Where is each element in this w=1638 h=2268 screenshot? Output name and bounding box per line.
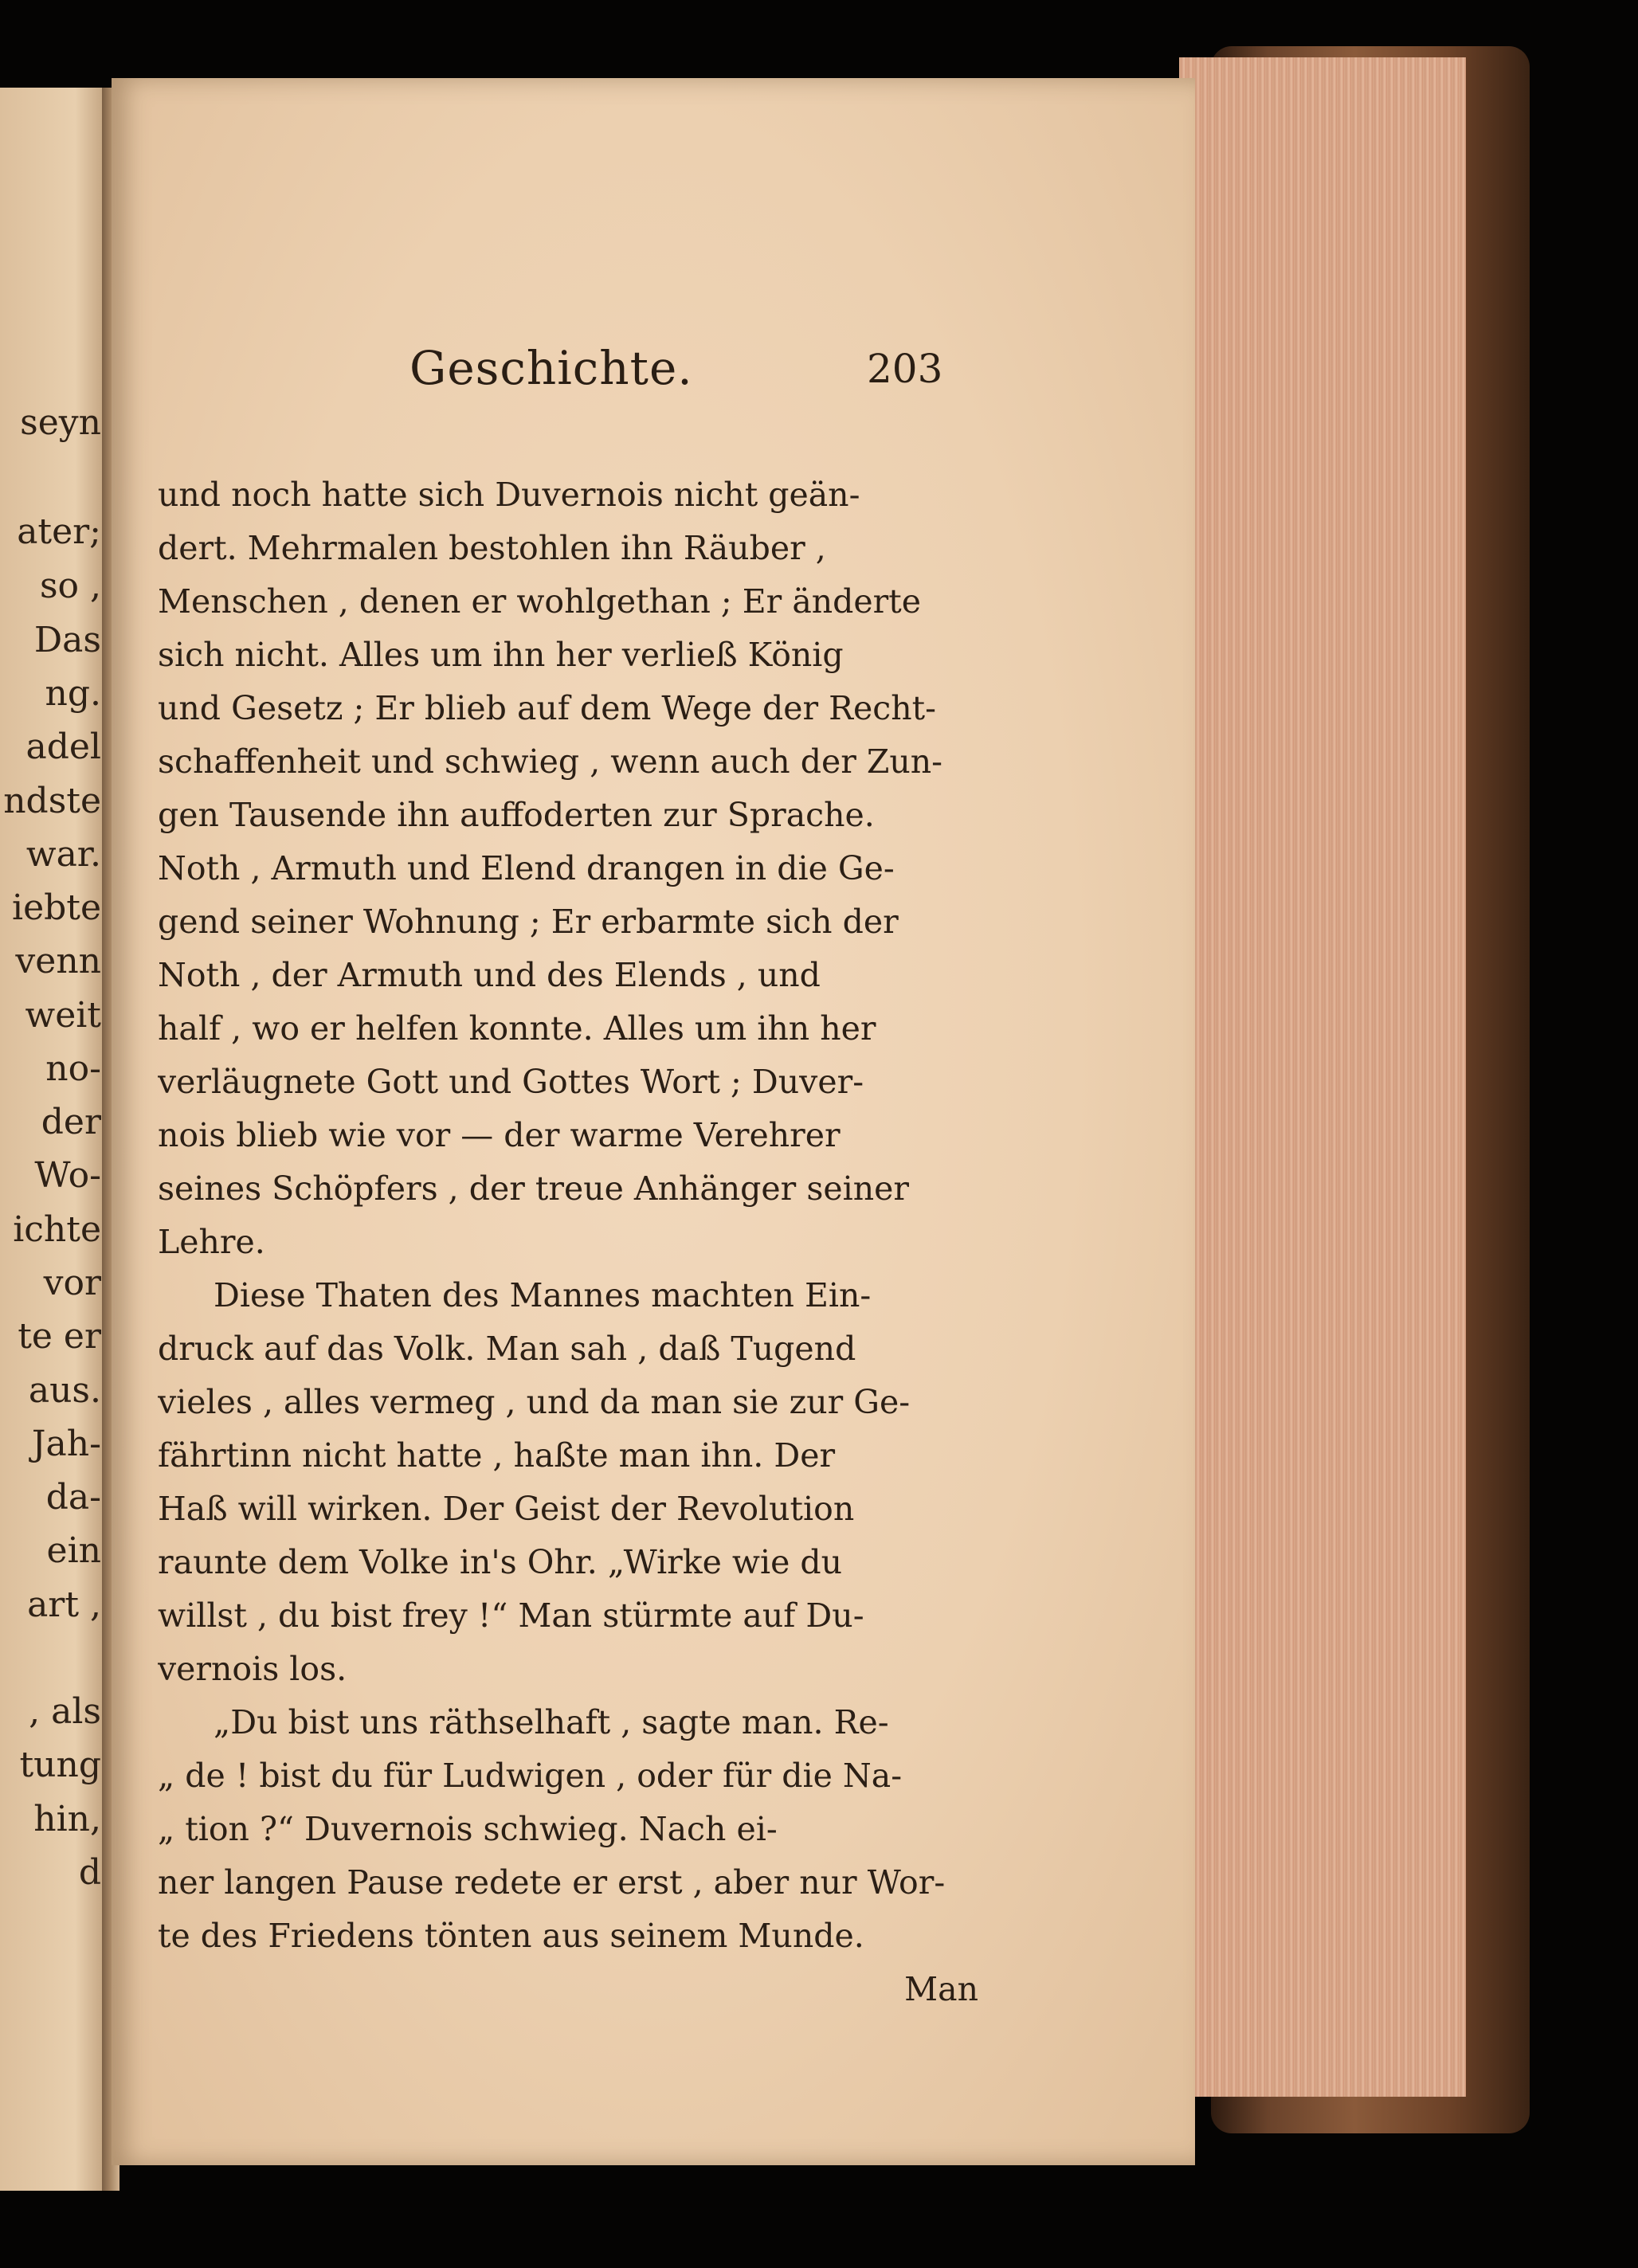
text-line: Noth , der Armuth und des Elends , und — [158, 956, 821, 994]
text-line: Noth , Armuth und Elend drangen in die Ge- — [158, 849, 895, 887]
text-line: vernois los. — [158, 1650, 347, 1688]
text-line: dert. Mehrmalen bestohlen ihn Räuber , — [158, 529, 826, 567]
text-line: te des Friedens tönten aus seinem Munde. — [158, 1917, 864, 1955]
text-line: und noch hatte sich Duvernois nicht geän- — [158, 476, 860, 514]
body-text — [158, 468, 986, 2016]
text-line: seines Schöpfers , der treue Anhänger seiner — [158, 1169, 909, 1208]
left-page-line: tung — [19, 1745, 101, 1785]
left-page-line: ng. — [45, 673, 101, 714]
page-number: 203 — [867, 346, 943, 392]
text-line: gend seiner Wohnung ; Er erbarmte sich der — [158, 903, 899, 941]
text-line: gen Tausende ihn auffoderten zur Sprache. — [158, 796, 875, 834]
left-page-line: venn — [15, 941, 101, 981]
left-page-line: ndste — [3, 781, 101, 821]
paragraph-start-line: Diese Thaten des Mannes machten Ein- — [214, 1276, 872, 1314]
left-page-line: seyn — [20, 402, 101, 443]
left-page-line: Das — [33, 620, 101, 660]
text-line: Menschen , denen er wohlgethan ; Er änderte — [158, 582, 922, 621]
text-line: half , wo er helfen konnte. Alles um ihn her — [158, 1009, 876, 1048]
text-line: Haß will wirken. Der Geist der Revolution — [158, 1490, 855, 1528]
text-line: schaffenheit und schwieg , wenn auch der Zun- — [158, 742, 943, 781]
text-line: „ de ! bist du für Ludwigen , oder für die Na- — [158, 1757, 903, 1795]
running-head: Geschichte. — [410, 341, 693, 395]
left-page-line: Jah- — [31, 1424, 101, 1464]
text-line: fährtinn nicht hatte , haßte man ihn. Der — [158, 1436, 836, 1475]
text-line: nois blieb wie vor — der warme Verehrer — [158, 1116, 841, 1154]
left-page-fragment — [0, 88, 108, 2191]
left-page-line: ichte — [13, 1209, 101, 1250]
left-page-line: aus. — [28, 1370, 101, 1411]
text-line: sich nicht. Alles um ihn her verließ König — [158, 636, 844, 674]
left-page-line: vor — [43, 1263, 101, 1303]
text-line: „ tion ?“ Duvernois schwieg. Nach ei- — [158, 1810, 778, 1848]
left-page-line: iebte — [12, 887, 101, 928]
left-page-line: der — [41, 1102, 101, 1142]
left-page-line: te er — [18, 1316, 101, 1357]
text-line: druck auf das Volk. Man sah , daß Tugend — [158, 1330, 856, 1368]
left-page-line: ater; — [17, 511, 101, 552]
text-line: verläugnete Gott und Gottes Wort ; Duver- — [158, 1063, 864, 1101]
left-page-line: war. — [25, 834, 101, 875]
left-page-line: so , — [39, 566, 101, 606]
left-page-line: art , — [27, 1584, 101, 1625]
left-page-line: hin, — [33, 1799, 101, 1839]
text-line: und Gesetz ; Er blieb auf dem Wege der Recht- — [158, 689, 936, 727]
left-page-line: ein — [46, 1530, 101, 1571]
left-page-line: d — [78, 1852, 101, 1893]
left-page-line: , als — [29, 1691, 101, 1732]
catchword: Man — [904, 1970, 978, 2008]
text-line: willst , du bist frey !“ Man stürmte auf Du- — [158, 1596, 864, 1635]
page-header — [112, 341, 1195, 405]
paragraph-start-line: „Du bist uns räthselhaft , sagte man. Re- — [214, 1703, 889, 1741]
left-page-line: Wo- — [34, 1155, 101, 1196]
text-line: Lehre. — [158, 1223, 265, 1261]
text-line: vieles , alles vermeg , und da man sie zur Ge- — [158, 1383, 911, 1421]
page-edges — [1179, 57, 1466, 2097]
left-page-line: weit — [25, 995, 101, 1036]
text-line: ner langen Pause redete er erst , aber nur Wor- — [158, 1863, 946, 1902]
page-203 — [112, 78, 1195, 2165]
left-page-line: adel — [25, 727, 101, 767]
left-page-line: no- — [45, 1048, 101, 1089]
text-line: raunte dem Volke in's Ohr. „Wirke wie du — [158, 1543, 843, 1581]
left-page-line: da- — [45, 1477, 101, 1518]
